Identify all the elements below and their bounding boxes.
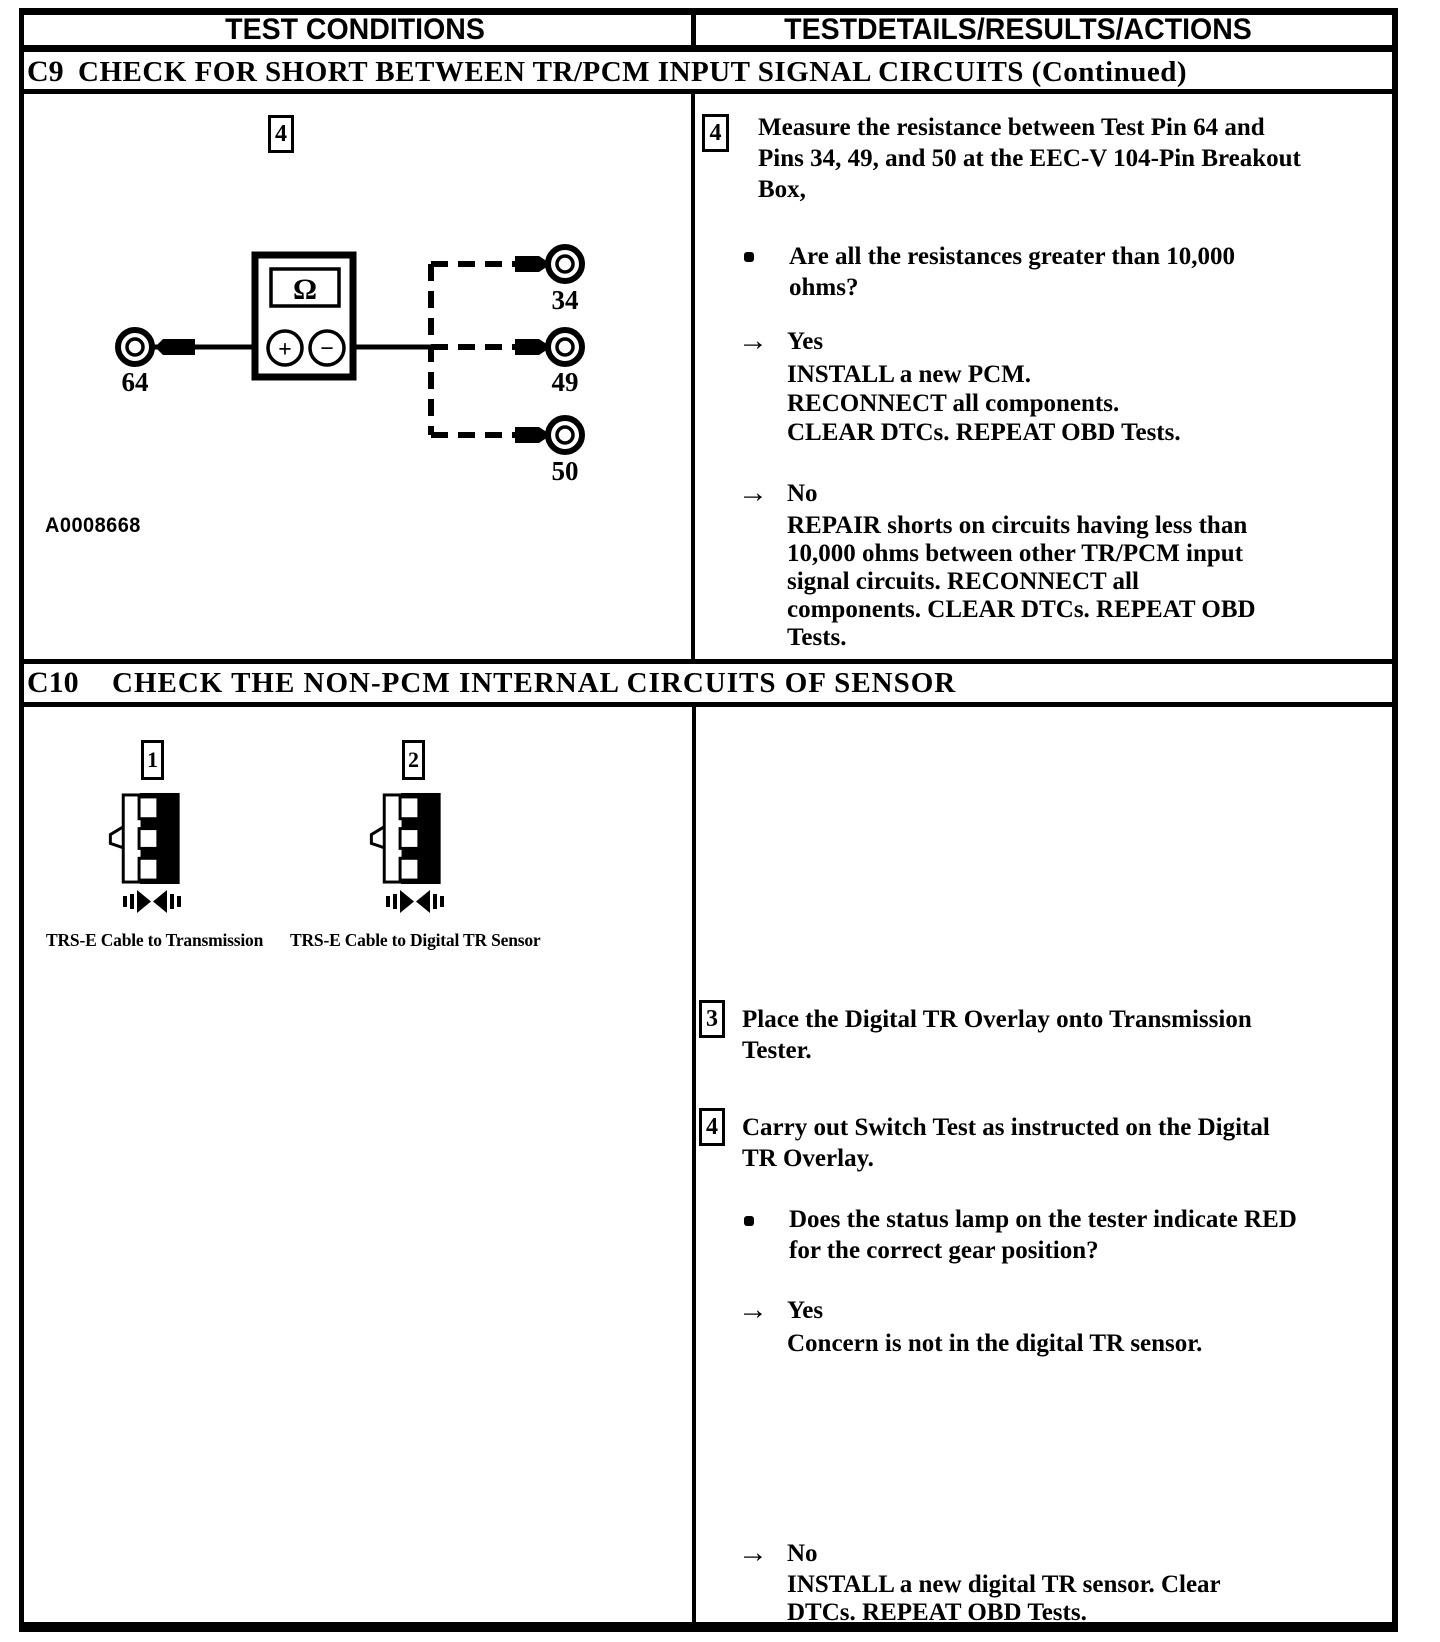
- ohmmeter-circuit-diagram: [95, 232, 595, 484]
- figure-code: A0008668: [45, 514, 141, 537]
- column-header-test-conditions: TEST CONDITIONS: [225, 13, 485, 46]
- c9-question-text: Are all the resistances greater than 10,000 ohms?: [789, 243, 1235, 301]
- c10-no-label: No: [787, 1540, 818, 1567]
- c10-step-id: C10: [27, 666, 79, 699]
- c9-title: CHECK FOR SHORT BETWEEN TR/PCM INPUT SIGNAL CIRCUITS (Continued): [78, 56, 1188, 88]
- c10-question-text: Does the status lamp on the tester indicate RED for the correct gear position?: [789, 1206, 1297, 1264]
- c9-title-bottom-rule: [19, 89, 1398, 94]
- c10-yes-label: Yes: [787, 1297, 824, 1324]
- c10-no-action-text: INSTALL a new digital TR sensor. Clear DTCs. REPEAT OBD Tests.: [787, 1571, 1221, 1626]
- arrow-icon: →: [738, 476, 768, 509]
- column-header-testdetails: TESTDETAILS/RESULTS/ACTIONS: [784, 13, 1252, 46]
- disconnect-arrows-icon: [123, 889, 181, 914]
- connector-icon: [110, 791, 182, 886]
- c9-step4-text: Measure the resistance between Test Pin 64 and Pins 34, 49, and 50 at the EEC-V 104-Pin Breakout Box,: [758, 114, 1301, 203]
- c10-step3-text: Place the Digital TR Overlay onto Transmission Tester.: [742, 1006, 1252, 1064]
- c9-yes-action-text: INSTALL a new PCM. RECONNECT all components. CLEAR DTCs. REPEAT OBD Tests.: [787, 361, 1181, 446]
- c9-yes-label: Yes: [787, 328, 824, 355]
- c9-diagram-step-badge-number: 4: [275, 120, 287, 147]
- c10-step4-text: Carry out Switch Test as instructed on the Digital TR Overlay.: [742, 1114, 1270, 1172]
- bullet-icon: [744, 252, 754, 262]
- c9-step-id: C9: [27, 55, 64, 88]
- c10-step3-badge: [699, 1000, 725, 1038]
- ring-terminal-64: [118, 330, 152, 364]
- c9-body-bottom-rule: [19, 659, 1398, 664]
- c10-connector2-badge-number: 2: [408, 747, 419, 772]
- ring-terminal-50: [548, 418, 582, 452]
- pin-label-34: 34: [551, 285, 579, 315]
- c10-connector1-badge-number: 1: [147, 747, 158, 772]
- c9-no-action-text: REPAIR shorts on circuits having less than 10,000 ohms between other TR/PCM input signal circuits. RECONNECT all components. CLEAR DTCs. REPEAT OBD Tests.: [787, 512, 1256, 651]
- connector2-caption: TRS-E Cable to Digital TR Sensor: [290, 930, 541, 950]
- ring-terminal-34: [548, 247, 582, 281]
- minus-icon: −: [320, 336, 334, 362]
- c9-step4-badge-number: 4: [709, 119, 722, 146]
- c10-yes-action-text: Concern is not in the digital TR sensor.: [787, 1330, 1203, 1357]
- bullet-icon: [744, 1216, 754, 1226]
- c10-title-bottom-rule: [19, 702, 1398, 707]
- plus-icon: +: [278, 337, 292, 363]
- pin-label-49: 49: [551, 367, 579, 397]
- c10-connector2-badge: [402, 740, 425, 780]
- table-border-left: [19, 8, 24, 1632]
- c9-step4-badge: [702, 114, 729, 152]
- header-column-divider: [691, 8, 696, 45]
- connector1-caption: TRS-E Cable to Transmission: [46, 930, 264, 950]
- c10-step4-badge: [699, 1108, 725, 1146]
- arrow-icon: →: [738, 1536, 768, 1569]
- ring-terminal-49: [548, 330, 582, 364]
- ohmmeter-icon: [255, 255, 353, 377]
- c10-connector1-badge: [141, 740, 164, 780]
- c9-diagram-step-badge: [268, 115, 294, 153]
- c10-column-divider: [692, 707, 696, 1622]
- c10-step3-badge-number: 3: [706, 1005, 718, 1032]
- c10-title: CHECK THE NON-PCM INTERNAL CIRCUITS OF SENSOR: [112, 667, 957, 699]
- pin-label-50: 50: [551, 456, 579, 486]
- pin-label-64: 64: [121, 367, 149, 397]
- connector-icon: [371, 791, 443, 886]
- probe-plug-left: [155, 339, 195, 355]
- arrow-icon: →: [738, 324, 768, 357]
- c10-step4-badge-number: 4: [706, 1113, 718, 1140]
- c9-column-divider: [691, 94, 695, 659]
- c9-no-label: No: [787, 480, 818, 507]
- arrow-icon: →: [738, 1293, 768, 1326]
- table-border-right: [1392, 8, 1398, 1632]
- disconnect-arrows-icon: [386, 889, 444, 914]
- omega-icon: Ω: [292, 273, 318, 306]
